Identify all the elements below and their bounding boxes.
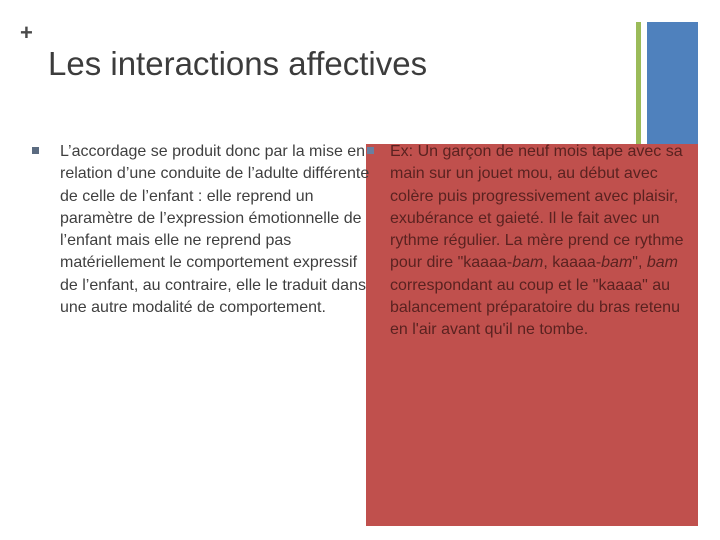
accent-bar-blue <box>647 22 698 144</box>
bullet-icon <box>367 147 374 154</box>
right-column-text <box>390 141 695 342</box>
example-text: , kaaaa- <box>543 254 602 272</box>
example-text: Ex: Un garçon de neuf mois tape avec sa main sur un jouet mou, au début avec colère puis progressivement avec plaisir, exubérance et gaieté. Il le fait avec un rythme régulier. La mère prend ce rythme pour dire "kaaaa- <box>390 143 684 272</box>
left-column-text: L’accordage se produit donc par la mise en relation d’une conduite de l’adulte différente de celle de l’enfant : elle reprend un paramètre de l’expression émotionnelle de l’enfant mais elle ne reprend pas matériellement le comportement expressif de l’enfant, au contraire, elle le traduit dans une autre modalité de comportement. <box>60 143 370 317</box>
example-emphasis: bam <box>512 254 544 272</box>
example-emphasis: bam <box>601 254 633 272</box>
bullet-icon <box>32 147 39 154</box>
example-text: correspondant au coup et le "kaaaa" au balancement préparatoire du bras retenu en l'air avant qu'il ne tombe. <box>390 276 680 339</box>
plus-icon: + <box>20 20 33 45</box>
example-emphasis: bam <box>646 254 678 272</box>
accent-bar-green <box>636 22 641 144</box>
example-text: ", <box>632 254 647 272</box>
slide-title: Les interactions affectives <box>48 45 428 82</box>
